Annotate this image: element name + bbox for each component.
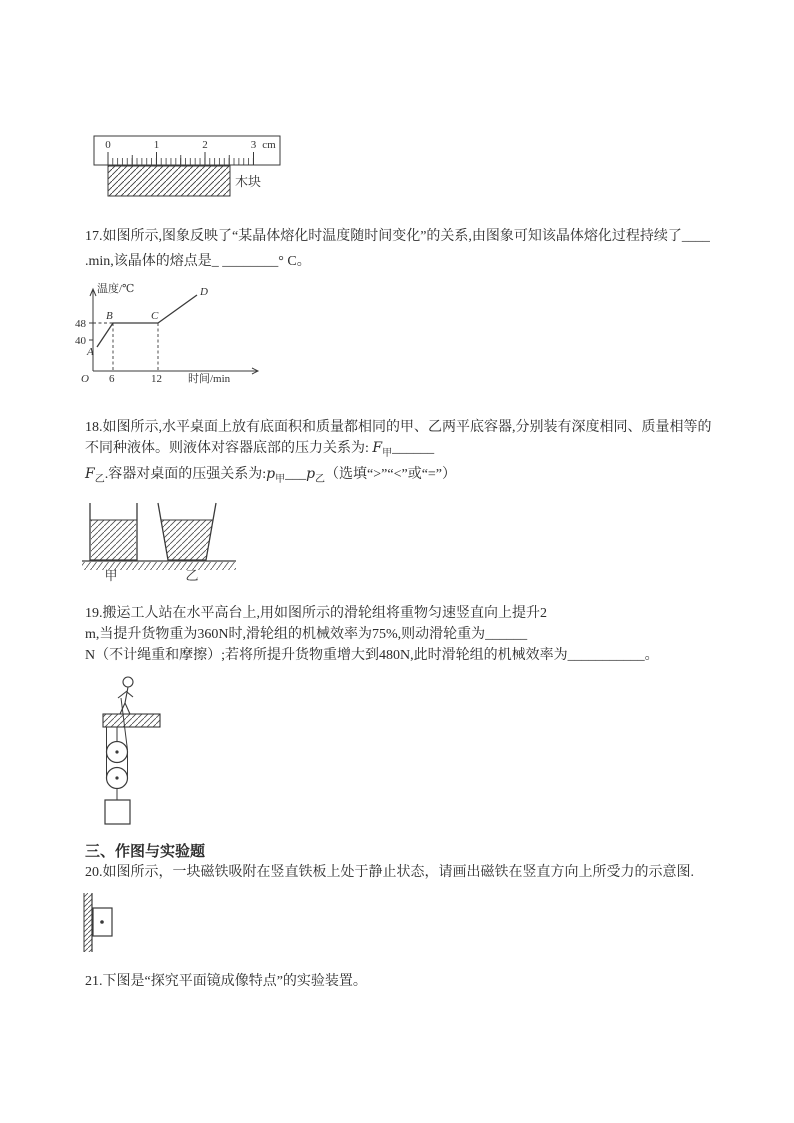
question-17 (85, 224, 710, 274)
fixed-pulley-axle (115, 750, 118, 753)
subscript-jia: 甲 (382, 447, 393, 459)
graph-ytick-48: 48 (75, 318, 86, 330)
container-jia-label: 甲 (104, 568, 118, 583)
graph-point-c: C (151, 310, 159, 322)
question-18 (85, 417, 712, 490)
ruler-figure (88, 133, 288, 201)
q19-line-1: 19.搬运工人站在水平高台上,用如图所示的滑轮组将重物匀速竖直向上提升2 (85, 606, 547, 621)
q18-line-2 (85, 438, 712, 464)
section-3-title: 三、作图与实验题 (85, 844, 206, 860)
q18-line-1: 18.如图所示,水平桌面上放有底面积和质量都相同的甲、乙两平底容器,分别装有深度相同、质量相等的 (85, 420, 712, 435)
q17-line-2: .min,该晶体的熔点是_ ________° C。 (85, 254, 311, 269)
liquid-yi (161, 520, 213, 560)
pressure-symbol: p (266, 465, 276, 482)
graph-xtick-6: 6 (109, 373, 115, 385)
q18-line-3 (85, 464, 712, 490)
magnet-center-dot (100, 920, 104, 924)
force-symbol: F (85, 465, 95, 482)
containers-figure (80, 496, 250, 586)
graph-point-b: B (106, 310, 113, 322)
iron-wall-hatching (84, 893, 92, 952)
movable-pulley-axle (115, 776, 118, 779)
wood-block-label: 木块 (235, 174, 262, 189)
graph-x-axis-label: 时间/min (188, 373, 231, 385)
q19-line-3: N（不计绳重和摩擦）;若将所提升货物重增大到480N,此时滑轮组的机械效率为___________。 (85, 648, 659, 663)
question-21 (85, 971, 367, 992)
graph-dashed-lines (93, 323, 158, 371)
ruler-tick-1: 1 (153, 139, 160, 151)
graph-point-a: A (87, 346, 94, 358)
q21-line-1: 21.下图是“探究平面镜成像特点”的实验装置。 (85, 974, 367, 989)
ruler-tick-3: 3 (250, 139, 257, 151)
magnet-figure (78, 888, 138, 960)
platform (103, 714, 160, 727)
ruler-tick-2: 2 (202, 139, 208, 151)
ruler-tick-0: 0 (105, 139, 111, 151)
question-20 (85, 862, 694, 883)
q18-line3-text: .容器对桌面的压强关系为: (104, 466, 267, 482)
graph-xtick-12: 12 (151, 373, 162, 385)
q20-line-1: 20.如图所示，一块磁铁吸附在竖直铁板上处于静止状态，请画出磁铁在竖直方向上所受力的示意图. (85, 865, 694, 880)
subscript-yi: 乙 (94, 473, 105, 485)
force-symbol: F (372, 440, 383, 456)
ruler-minor-ticks (108, 158, 254, 165)
graph-ytick-40: 40 (75, 335, 86, 347)
subscript-yi: 乙 (315, 473, 326, 485)
liquid-jia (91, 520, 136, 560)
graph-point-d: D (200, 286, 208, 298)
pulley-figure (90, 670, 185, 830)
q18-line2-text: 不同种液体。则液体对容器底部的压力关系为: (85, 441, 373, 456)
subscript-jia: 甲 (275, 473, 286, 485)
pressure-symbol: p (306, 465, 316, 482)
q19-line-2: m,当提升货物重为360N时,滑轮组的机械效率为75%,则动滑轮重为______ (85, 627, 528, 642)
graph-y-axis-label: 温度/℃ (97, 283, 135, 295)
graph-axes (89, 289, 258, 374)
q18-blank-2: ___ (285, 466, 307, 482)
q18-line3-tail: （选填“>”“<”或“=”） (325, 466, 457, 482)
load-weight (105, 800, 130, 824)
q18-blank-1: ______ (392, 441, 435, 456)
q17-line-1: 17.如图所示,图象反映了“某晶体熔化时温度随时间变化”的关系,由图象可知该晶体熔化过程持续了____ (85, 229, 710, 244)
question-19 (85, 603, 659, 666)
container-yi-label: 乙 (185, 568, 199, 583)
graph-origin-label: O (81, 373, 89, 385)
wood-block (108, 166, 230, 196)
pulley-ropes (107, 698, 128, 778)
ruler-unit-label: cm (262, 139, 276, 151)
worker-figure (118, 677, 133, 714)
melting-graph-figure (66, 278, 271, 392)
